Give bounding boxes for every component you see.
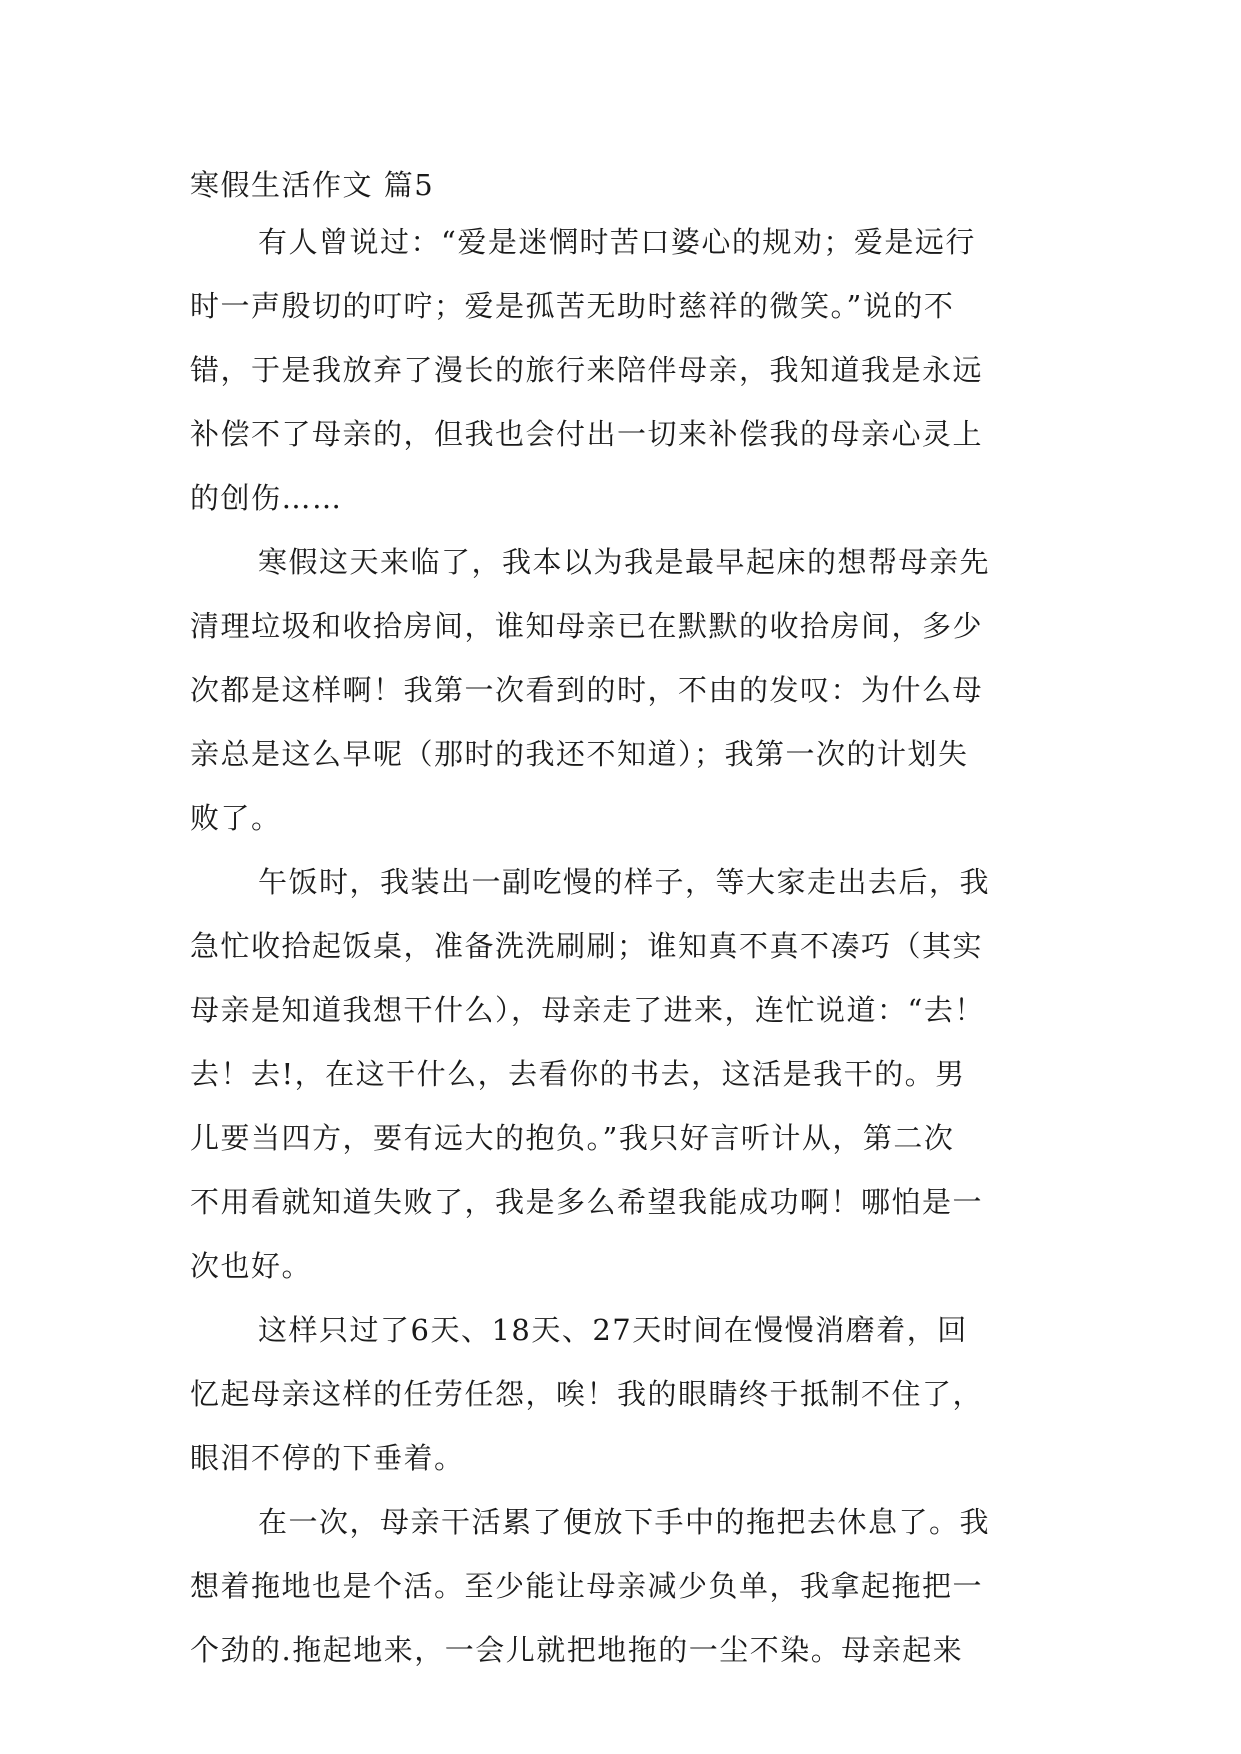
text-line: 个劲的.拖起地来，一会儿就把地拖的一尘不染。母亲起来 bbox=[190, 1633, 964, 1667]
text-line: 有人曾说过：“爱是迷惘时苦口婆心的规劝；爱是远行 bbox=[258, 225, 976, 259]
paragraph bbox=[190, 530, 1070, 850]
text-line: 忆起母亲这样的任劳任怨，唉！我的眼睛终于抵制不住了， bbox=[190, 1377, 984, 1411]
text-line: 清理垃圾和收拾房间，谁知母亲已在默默的收拾房间，多少 bbox=[190, 609, 984, 643]
text-line: 母亲是知道我想干什么），母亲走了进来，连忙说道：“去！ bbox=[190, 993, 985, 1027]
text-line: 败了。 bbox=[190, 801, 282, 835]
text-line: 错，于是我放弃了漫长的旅行来陪伴母亲，我知道我是永远 bbox=[190, 353, 984, 387]
text-line: 急忙收拾起饭桌，准备洗洗刷刷；谁知真不真不凑巧（其实 bbox=[190, 929, 984, 963]
text-line: 寒假这天来临了，我本以为我是最早起床的想帮母亲先 bbox=[258, 545, 991, 579]
paragraph bbox=[190, 1490, 1070, 1682]
text-line: 的创伤…… bbox=[190, 481, 343, 515]
text-line: 在一次，母亲干活累了便放下手中的拖把去休息了。我 bbox=[258, 1505, 991, 1539]
essay-title: 寒假生活作文 篇5 bbox=[190, 168, 435, 202]
text-line: 午饭时，我装出一副吃慢的样子，等大家走出去后，我 bbox=[258, 865, 991, 899]
text-line: 补偿不了母亲的，但我也会付出一切来补偿我的母亲心灵上 bbox=[190, 417, 984, 451]
text-line: 儿要当四方，要有远大的抱负。”我只好言听计从，第二次 bbox=[190, 1121, 955, 1155]
text-line: 时一声殷切的叮咛；爱是孤苦无助时慈祥的微笑。”说的不 bbox=[190, 289, 955, 323]
document-body bbox=[190, 160, 1070, 1682]
text-line: 不用看就知道失败了，我是多么希望我能成功啊！哪怕是一 bbox=[190, 1185, 984, 1219]
text-line: 去！去!，在这干什么，去看你的书去，这活是我干的。男 bbox=[190, 1057, 966, 1091]
text-line: 想着拖地也是个活。至少能让母亲减少负单，我拿起拖把一 bbox=[190, 1569, 984, 1603]
text-line: 次都是这样啊！我第一次看到的时，不由的发叹：为什么母 bbox=[190, 673, 984, 707]
text-line: 次也好。 bbox=[190, 1249, 313, 1283]
paragraph bbox=[190, 850, 1070, 1298]
text-line: 这样只过了6天、18天、27天时间在慢慢消磨着，回 bbox=[258, 1313, 968, 1347]
paragraph bbox=[190, 210, 1070, 530]
text-line: 眼泪不停的下垂着。 bbox=[190, 1441, 465, 1475]
paragraph bbox=[190, 1298, 1070, 1490]
text-line: 亲总是这么早呢（那时的我还不知道）；我第一次的计划失 bbox=[190, 737, 969, 771]
paragraph-container bbox=[190, 210, 1070, 1682]
